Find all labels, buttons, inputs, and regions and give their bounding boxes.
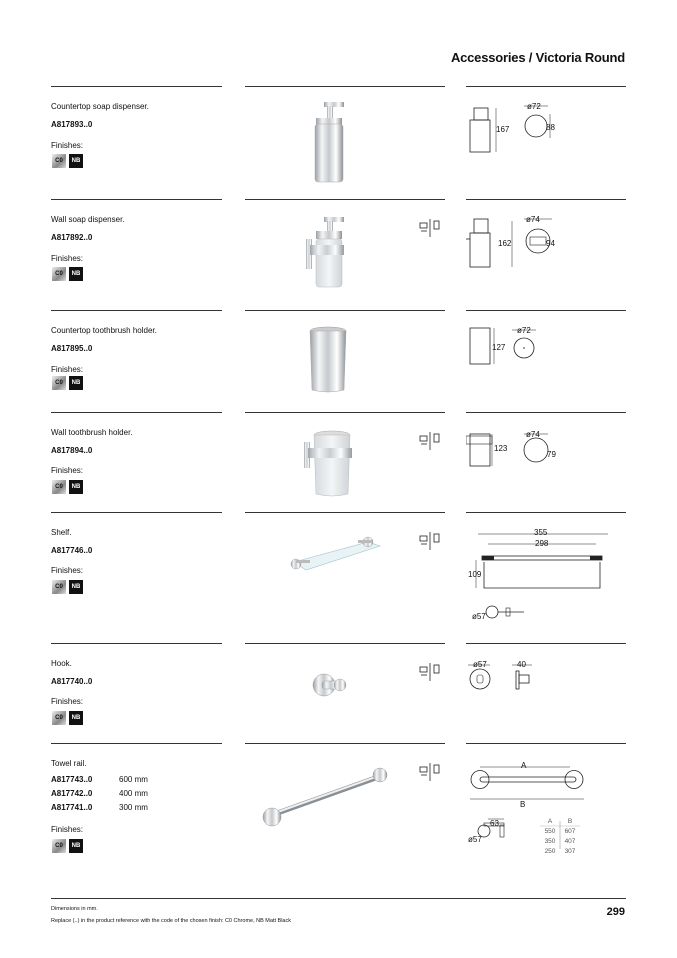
finishes-label: Finishes: (51, 566, 84, 575)
table-cell: 550 (544, 828, 556, 835)
finish-swatch-matt-black: NB (69, 154, 83, 168)
finish-swatch-chrome: C0 (52, 580, 66, 594)
dim-height: 109 (468, 570, 482, 579)
table-cell: 350 (544, 838, 556, 845)
divider (245, 512, 445, 513)
wall-mount-icon (419, 217, 443, 239)
wall-mount-icon (419, 661, 443, 683)
dim-label-b: B (520, 800, 526, 809)
dim-inner-width: 298 (535, 539, 549, 548)
product-code: A817740..0 (51, 677, 93, 686)
product-name: Countertop soap dispenser. (51, 102, 149, 111)
wall-soap-dispenser-photo (300, 215, 360, 293)
dim-width: 40 (517, 660, 526, 669)
divider (466, 199, 626, 200)
dim-height: 167 (496, 125, 510, 134)
product-length: 300 mm (119, 803, 148, 812)
footer-divider (51, 898, 626, 899)
divider (245, 412, 445, 413)
finish-swatch-matt-black: NB (69, 711, 83, 725)
product-code: A817741..0 (51, 803, 93, 812)
product-length: 600 mm (119, 775, 148, 784)
product-code: A817743..0 (51, 775, 93, 784)
dim-depth: 63 (490, 819, 499, 828)
divider (466, 743, 626, 744)
dim-label-a: A (521, 761, 527, 770)
divider (51, 743, 222, 744)
finishes-label: Finishes: (51, 466, 84, 475)
countertop-soap-dispenser-photo (300, 100, 360, 190)
divider (466, 643, 626, 644)
dim-diameter: ø72 (517, 326, 531, 335)
finish-swatch-chrome: C0 (52, 376, 66, 390)
product-code: A817746..0 (51, 546, 93, 555)
divider (245, 86, 445, 87)
dim-height: 127 (492, 343, 506, 352)
table-cell: 607 (564, 828, 576, 835)
finishes-label: Finishes: (51, 697, 84, 706)
finishes-label: Finishes: (51, 254, 84, 263)
table-cell: 250 (544, 848, 556, 855)
finish-swatch-chrome: C0 (52, 480, 66, 494)
finish-swatch-chrome: C0 (52, 154, 66, 168)
dim-diameter: ø57 (472, 612, 486, 621)
finish-swatch-matt-black: NB (69, 267, 83, 281)
dim-diameter: ø57 (468, 835, 482, 844)
divider (51, 643, 222, 644)
finish-swatch-matt-black: NB (69, 839, 83, 853)
dim-diameter: ø57 (473, 660, 487, 669)
divider (466, 412, 626, 413)
wall-mount-icon (419, 530, 443, 552)
product-name: Shelf. (51, 528, 72, 537)
table-cell: 407 (564, 838, 576, 845)
wall-toothbrush-holder-photo (300, 430, 360, 500)
product-code: A817742..0 (51, 789, 93, 798)
finish-swatch-chrome: C0 (52, 711, 66, 725)
product-code: A817895..0 (51, 344, 93, 353)
dim-total-width: 355 (534, 528, 548, 537)
divider (245, 743, 445, 744)
dim-width: 79 (547, 450, 556, 459)
footer-note: Replace (..) in the product reference with the code of the chosen finish: C0 Chrome, NB Matt Black (51, 918, 291, 924)
page-title: Accessories / Victoria Round (450, 50, 625, 65)
dim-diameter: ø72 (527, 102, 541, 111)
dim-width: 88 (546, 123, 555, 132)
product-length: 400 mm (119, 789, 148, 798)
dim-diameter: ø74 (526, 430, 540, 439)
finish-swatch-chrome: C0 (52, 839, 66, 853)
countertop-toothbrush-holder-photo (306, 326, 352, 394)
divider (466, 512, 626, 513)
table-cell: 307 (564, 848, 576, 855)
divider (51, 310, 222, 311)
finish-swatch-matt-black: NB (69, 480, 83, 494)
finish-swatch-matt-black: NB (69, 376, 83, 390)
finishes-label: Finishes: (51, 825, 84, 834)
divider (51, 412, 222, 413)
shelf-photo (288, 532, 384, 582)
finishes-label: Finishes: (51, 141, 84, 150)
divider (51, 512, 222, 513)
product-name: Wall soap dispenser. (51, 215, 125, 224)
divider (245, 310, 445, 311)
hook-photo (310, 665, 350, 705)
product-code: A817894..0 (51, 446, 93, 455)
product-code: A817892..0 (51, 233, 93, 242)
divider (51, 199, 222, 200)
page-number: 299 (606, 906, 625, 918)
finish-swatch-chrome: C0 (52, 267, 66, 281)
finish-swatch-matt-black: NB (69, 580, 83, 594)
footer-note: Dimensions in mm. (51, 906, 98, 912)
divider (51, 86, 222, 87)
product-name: Hook. (51, 659, 72, 668)
divider (466, 310, 626, 311)
dim-height: 162 (498, 239, 512, 248)
dim-height: 123 (494, 444, 508, 453)
divider (245, 643, 445, 644)
product-name: Towel rail. (51, 759, 87, 768)
wall-mount-icon (419, 430, 443, 452)
dim-width: 94 (546, 239, 555, 248)
dim-diameter: ø74 (526, 215, 540, 224)
product-name: Wall toothbrush holder. (51, 428, 133, 437)
dimension-table (540, 817, 580, 857)
product-name: Countertop toothbrush holder. (51, 326, 157, 335)
wall-mount-icon (419, 761, 443, 783)
product-code: A817893..0 (51, 120, 93, 129)
divider (245, 199, 445, 200)
dimension-drawing (466, 324, 566, 370)
divider (466, 86, 626, 87)
towel-rail-photo (258, 763, 398, 833)
dimension-drawing (466, 763, 606, 855)
table-header: B (567, 818, 573, 825)
table-header: A (547, 818, 553, 825)
finishes-label: Finishes: (51, 365, 84, 374)
